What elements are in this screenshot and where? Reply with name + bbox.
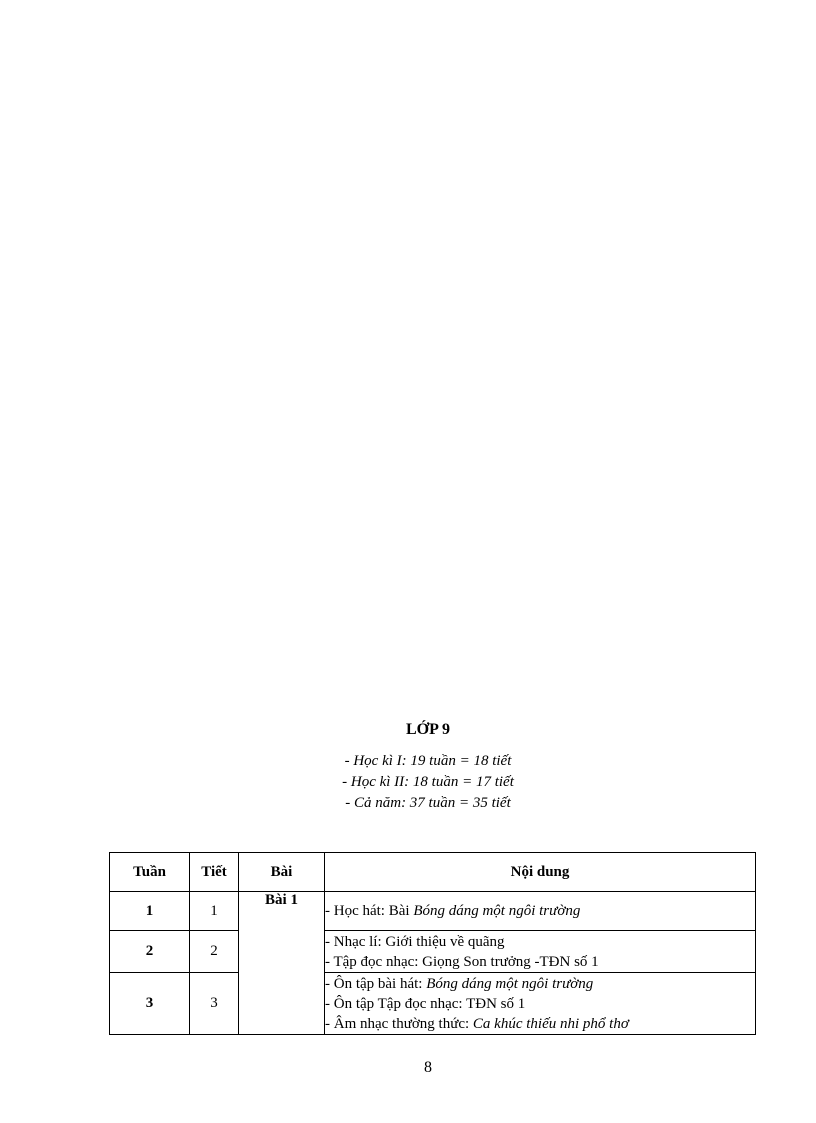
content-text: - Âm nhạc thường thức: [325, 1015, 473, 1032]
lesson-cell [239, 892, 325, 1035]
curriculum-table [109, 852, 756, 1035]
content-line [325, 901, 755, 921]
content-line [325, 1014, 755, 1034]
semester-2-line: - Học kì II: 18 tuần = 17 tiết [342, 774, 514, 790]
header-content: Nội dung [325, 853, 756, 892]
week-cell: 3 [110, 973, 190, 1035]
content-italic-text: Bóng dáng một ngôi trường [426, 975, 594, 992]
week-cell: 1 [110, 892, 190, 931]
content-cell [325, 931, 756, 973]
content-line [325, 952, 755, 972]
period-cell: 1 [190, 892, 239, 931]
content-line [325, 932, 755, 952]
header-lesson: Bài [239, 853, 325, 892]
content-cell [325, 973, 756, 1035]
full-year-line: - Cả năm: 37 tuần = 35 tiết [345, 795, 511, 811]
content-text: - Tập đọc nhạc: Giọng Son trưởng -TĐN số 1 [325, 953, 599, 970]
period-cell: 3 [190, 973, 239, 1035]
content-italic-text: Bóng dáng một ngôi trường [413, 903, 581, 919]
header-period: Tiết [190, 853, 239, 892]
week-cell: 2 [110, 931, 190, 973]
content-line [325, 974, 755, 994]
table-row [110, 931, 756, 973]
lesson-label: Bài 1 [265, 892, 298, 908]
content-italic-text: Ca khúc thiếu nhi phổ thơ [472, 1015, 629, 1032]
semester-1-line: - Học kì I: 19 tuần = 18 tiết [344, 753, 512, 769]
content-text: - Nhạc lí: Giới thiệu về quãng [325, 933, 505, 950]
period-cell: 2 [190, 931, 239, 973]
content-line [325, 994, 755, 1014]
content-text: - Ôn tập bài hát: [325, 975, 427, 992]
table-header-row [110, 853, 756, 892]
content-text: - Học hát: Bài [325, 903, 414, 919]
content-cell [325, 892, 756, 931]
page-number: 8 [424, 1059, 432, 1076]
header-week: Tuần [110, 853, 190, 892]
table-row [110, 973, 756, 1035]
class-heading: LỚP 9 [405, 721, 450, 738]
table-row [110, 892, 756, 931]
content-text: - Ôn tập Tập đọc nhạc: TĐN số 1 [325, 995, 526, 1012]
time-allocation-summary [0, 751, 816, 814]
